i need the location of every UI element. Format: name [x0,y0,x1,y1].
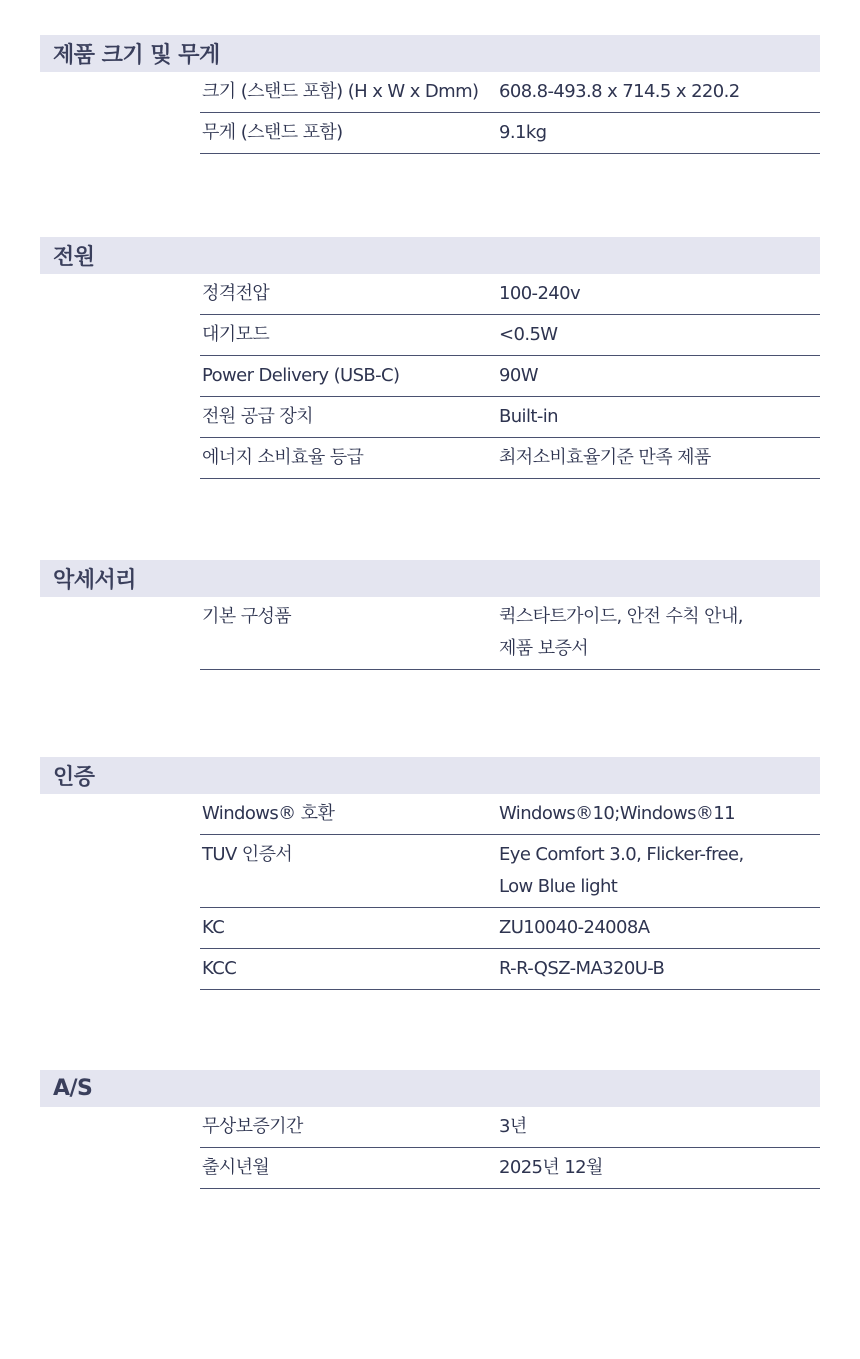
spec-label: 무게 (스탠드 포함) [202,122,343,143]
spec-row [200,113,820,154]
spec-row [200,949,820,990]
spec-value [499,315,820,355]
spec-row [200,835,820,908]
spec-value [499,72,820,112]
section-title: 전원 [53,245,95,270]
spec-value-line: 최저소비효율기준 만족 제품 [499,447,711,468]
spec-row [200,597,820,670]
section-title: 악세서리 [53,568,137,593]
spec-value-line: 제품 보증서 [499,638,589,659]
spec-label: 에너지 소비효율 등급 [202,447,364,468]
section-size-weight [40,35,820,154]
spec-value [499,1107,820,1147]
spec-value-line: <0.5W [499,324,558,345]
spec-value [499,794,820,834]
spec-value-line: Windows®10;Windows®11 [499,803,735,824]
section-power [40,237,820,479]
section-after-service [40,1070,820,1189]
spec-rows [200,72,820,154]
spec-value [499,597,820,669]
spec-row [200,72,820,113]
spec-value-line: 2025년 12월 [499,1157,603,1178]
section-header [40,237,820,274]
spec-row [200,315,820,356]
spec-rows [200,1107,820,1189]
spec-rows [200,794,820,990]
spec-value [499,438,820,478]
spec-value [499,113,820,153]
spec-value [499,356,820,396]
spec-value [499,397,820,437]
spec-value [499,949,820,989]
spec-label: Windows® 호환 [202,803,335,824]
spec-label: 크기 (스탠드 포함) (H x W x Dmm) [202,81,479,102]
section-title: 인증 [53,765,95,790]
spec-row [200,1107,820,1148]
spec-value [499,908,820,948]
spec-row [200,438,820,479]
spec-row [200,908,820,949]
spec-value [499,274,820,314]
spec-row [200,274,820,315]
spec-label: 대기모드 [202,324,270,345]
spec-value [499,835,820,907]
spec-row [200,397,820,438]
section-header [40,560,820,597]
spec-label: KCC [202,958,237,979]
spec-label: 정격전압 [202,283,270,304]
spec-value-line: 3년 [499,1116,527,1137]
spec-value-line: Built-in [499,406,558,427]
spec-row [200,1148,820,1189]
section-header [40,757,820,794]
spec-label: 출시년월 [202,1157,270,1178]
spec-value-line: Low Blue light [499,876,618,897]
spec-value-line: Eye Comfort 3.0, Flicker-free, [499,844,744,865]
spec-row [200,794,820,835]
spec-label: 기본 구성품 [202,606,292,627]
spec-value-line: 608.8-493.8 x 714.5 x 220.2 [499,81,740,102]
spec-rows [200,274,820,479]
section-header [40,1070,820,1107]
spec-value-line: 9.1kg [499,122,547,143]
spec-label: Power Delivery (USB-C) [202,365,400,386]
spec-row [200,356,820,397]
spec-value-line: 100-240v [499,283,581,304]
spec-label: 무상보증기간 [202,1116,303,1137]
section-accessories [40,560,820,670]
spec-rows [200,597,820,670]
spec-label: TUV 인증서 [202,844,293,865]
spec-value-line: 90W [499,365,538,386]
section-title: A/S [53,1076,93,1101]
spec-label: KC [202,917,225,938]
spec-value-line: R-R-QSZ-MA320U-B [499,958,665,979]
spec-value-line: 퀵스타트가이드, 안전 수칙 안내, [499,606,743,627]
spec-label: 전원 공급 장치 [202,406,313,427]
section-title: 제품 크기 및 무게 [53,43,220,68]
spec-value [499,1148,820,1188]
spec-value-line: ZU10040-24008A [499,917,650,938]
section-header [40,35,820,72]
section-certification [40,757,820,990]
